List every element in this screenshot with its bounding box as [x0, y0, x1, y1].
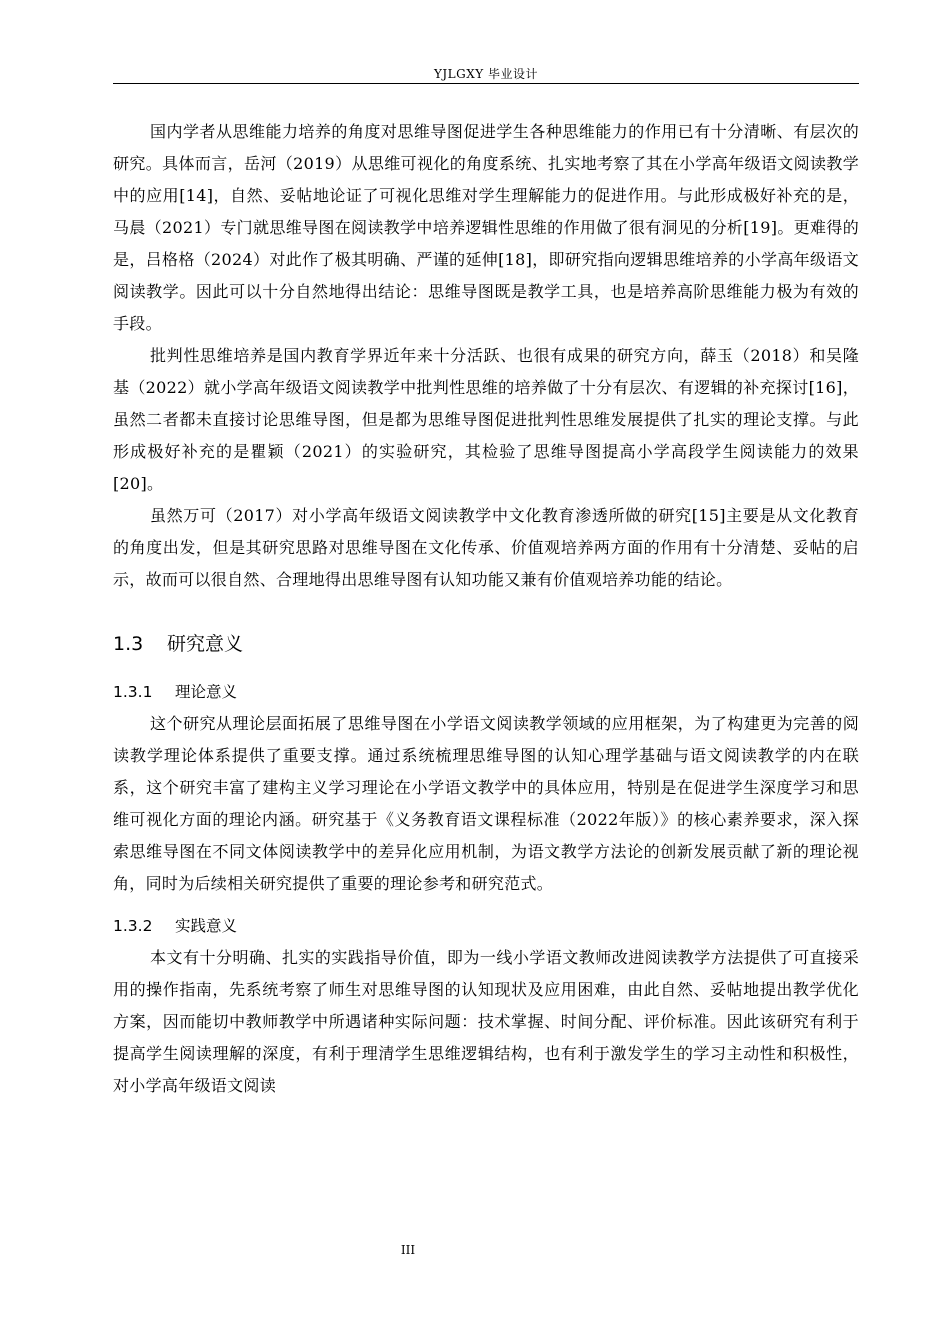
subsection-number: 1.3.1: [113, 683, 153, 701]
page-header: YJLGXY 毕业设计: [433, 67, 539, 81]
subsection-heading-1-3-1: [113, 680, 859, 704]
page-number: III: [400, 1243, 416, 1257]
section-heading-1-3: [113, 630, 859, 658]
paragraph-critical-thinking: 批判性思维培养是国内教育学界近年来十分活跃、也很有成果的研究方向，薛玉（2018）和吴隆基（2022）就小学高年级语文阅读教学中批判性思维的培养做了十分有层次、有逻辑的补充探讨[16]，虽然二者都未直接讨论思维导图，但是都为思维导图促进批判性思维发展提供了扎实的理论支撑。与此形成极好补充的是瞿颖（2021）的实验研究，其检验了思维导图提高小学高段学生阅读能力的效果[20]。: [113, 346, 859, 493]
subsection-title: 实践意义: [175, 917, 238, 935]
section-number: 1.3: [113, 633, 144, 655]
paragraph-thinking-ability: 国内学者从思维能力培养的角度对思维导图促进学生各种思维能力的作用已有十分清晰、有层次的研究。具体而言，岳河（2019）从思维可视化的角度系统、扎实地考察了其在小学高年级语文阅读教学中的应用[14]，自然、妥帖地论证了可视化思维对学生理解能力的促进作用。与此形成极好补充的是，马晨（2021）专门就思维导图在阅读教学中培养逻辑性思维的作用做了很有洞见的分析[19]。更难得的是，吕格格（2024）对此作了极其明确、严谨的延伸[18]，即研究指向逻辑思维培养的小学高年级语文阅读教学。因此可以十分自然地得出结论：思维导图既是教学工具，也是培养高阶思维能力极为有效的手段。: [113, 122, 859, 333]
subsection-heading-1-3-2: [113, 914, 859, 938]
section-title: 研究意义: [167, 633, 244, 655]
header-rule: [113, 83, 859, 84]
paragraph-theoretical-significance: 这个研究从理论层面拓展了思维导图在小学语文阅读教学领域的应用框架，为了构建更为完善的阅读教学理论体系提供了重要支撑。通过系统梳理思维导图的认知心理学基础与语文阅读教学的内在联系，这个研究丰富了建构主义学习理论在小学语文教学中的具体应用，特别是在促进学生深度学习和思维可视化方面的理论内涵。研究基于《义务教育语文课程标准（2022年版）》的核心素养要求，深入探索思维导图在不同文体阅读教学中的差异化应用机制，为语文教学方法论的创新发展贡献了新的理论视角，同时为后续相关研究提供了重要的理论参考和研究范式。: [113, 714, 859, 893]
paragraph-cultural-education: 虽然万可（2017）对小学高年级语文阅读教学中文化教育渗透所做的研究[15]主要是从文化教育的角度出发，但是其研究思路对思维导图在文化传承、价值观培养两方面的作用有十分清楚、妥帖的启示，故而可以很自然、合理地得出思维导图有认知功能又兼有价值观培养功能的结论。: [113, 506, 859, 589]
paragraph-practical-significance: 本文有十分明确、扎实的实践指导价值，即为一线小学语文教师改进阅读教学方法提供了可直接采用的操作指南，先系统考察了师生对思维导图的认知现状及应用困难，由此自然、妥帖地提出教学优化方案，因而能切中教师教学中所遇诸种实际问题：技术掌握、时间分配、评价标准。因此该研究有利于提高学生阅读理解的深度，有利于理清学生思维逻辑结构，也有利于激发学生的学习主动性和积极性，对小学高年级语文阅读: [113, 948, 859, 1095]
subsection-title: 理论意义: [175, 683, 238, 701]
body-text: [113, 116, 859, 1102]
subsection-number: 1.3.2: [113, 917, 153, 935]
